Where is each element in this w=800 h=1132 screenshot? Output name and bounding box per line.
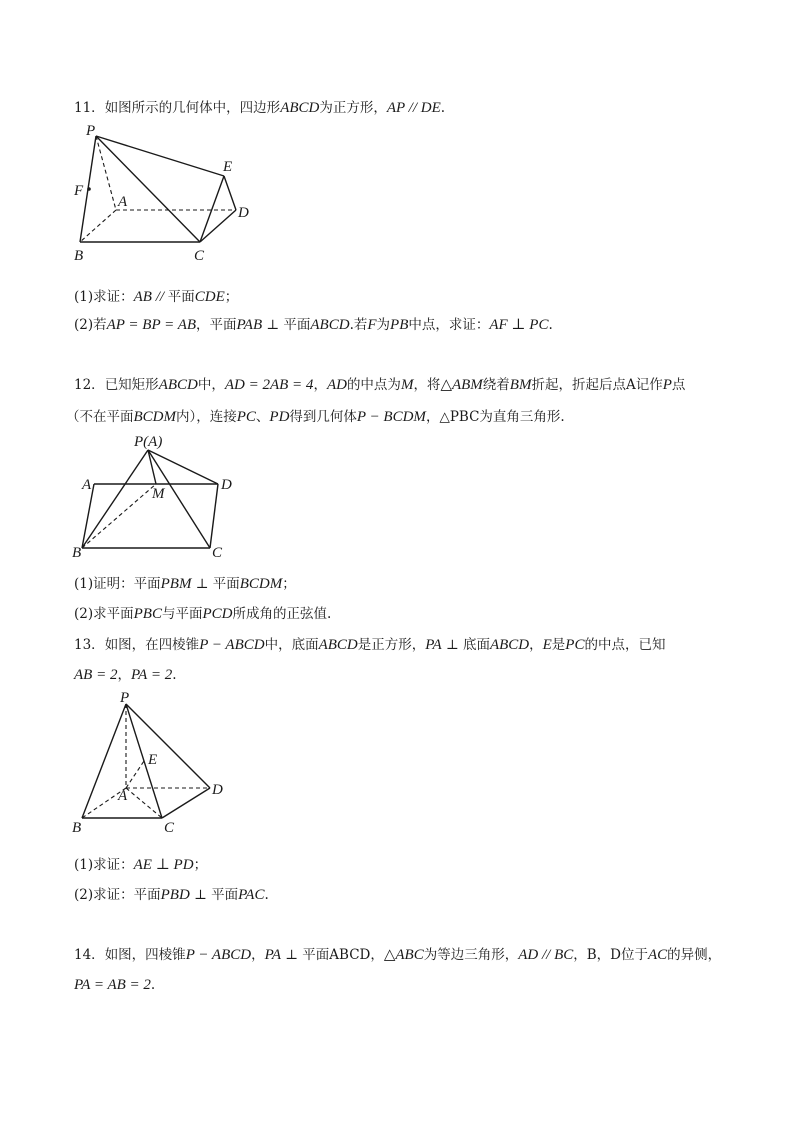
problem-13-part-1: (1)求证：AE ⊥ PD； <box>74 857 208 873</box>
problem-14-stem: 14．如图，四棱锥P − ABCD，PA ⊥ 平面ABCD，△ABC为等边三角形，AD // BC，B，D位于AC的异侧， <box>74 947 722 963</box>
label-D: D <box>212 782 223 798</box>
label-D: D <box>238 205 249 221</box>
point-F <box>87 187 91 191</box>
label-E: E <box>148 752 158 768</box>
label-C: C <box>194 248 205 264</box>
label-B: B <box>74 248 84 264</box>
label-A: A <box>118 194 128 210</box>
edge-AB <box>80 210 116 242</box>
label-F: F <box>74 183 84 199</box>
label-B: B <box>72 545 82 560</box>
label-M: M <box>152 486 165 502</box>
label-E: E <box>223 159 233 175</box>
figure-problem-13 <box>70 692 240 838</box>
label-C: C <box>212 545 223 560</box>
problem-11-stem: 11．如图所示的几何体中，四边形ABCD为正方形，AP // DE. <box>74 100 446 116</box>
edge-AE <box>126 761 144 788</box>
label-P: P(A) <box>134 434 163 450</box>
edge-DC <box>210 484 218 548</box>
problem-13-stem: 13．如图，在四棱锥P − ABCD中，底面ABCD是正方形，PA ⊥ 底面ABCD，E是PC的中点，已知 <box>74 637 666 653</box>
label-A: A <box>118 788 128 804</box>
label-D: D <box>221 477 232 493</box>
label-A: A <box>82 477 92 493</box>
problem-13-stem-line-2: AB = 2，PA = 2. <box>74 667 177 683</box>
problem-11-part-1: (1)求证：AB // 平面CDE； <box>74 289 239 305</box>
edge-CD <box>162 788 210 818</box>
label-P: P <box>120 692 130 706</box>
figure-problem-12 <box>70 434 250 560</box>
label-C: C <box>164 820 175 836</box>
edge-PB <box>82 450 148 548</box>
problem-12-stem-line-2: （不在平面BCDM内），连接PC、PD得到几何体P − BCDM，△PBC为直角三角形. <box>66 409 565 425</box>
problem-14-stem-line-2: PA = AB = 2. <box>74 977 156 993</box>
label-B: B <box>72 820 82 836</box>
problem-12-part-1: (1)证明：平面PBM ⊥ 平面BCDM； <box>74 576 296 592</box>
problem-13-part-2: (2)求证：平面PBD ⊥ 平面PAC. <box>74 887 269 903</box>
figure-problem-11 <box>70 124 260 268</box>
problem-11-part-2: (2)若AP = BP = AB，平面PAB ⊥ 平面ABCD.若F为PB中点，求证：AF ⊥ PC. <box>74 317 553 333</box>
edge-ED <box>224 176 236 210</box>
label-P: P <box>86 124 96 139</box>
problem-12-stem: 12．已知矩形ABCD中，AD = 2AB = 4，AD的中点为M，将△ABM绕着BM折起，折起后点A记作P点 <box>74 377 686 393</box>
problem-12-part-2: (2)求平面PBC与平面PCD所成角的正弦值. <box>74 606 332 622</box>
